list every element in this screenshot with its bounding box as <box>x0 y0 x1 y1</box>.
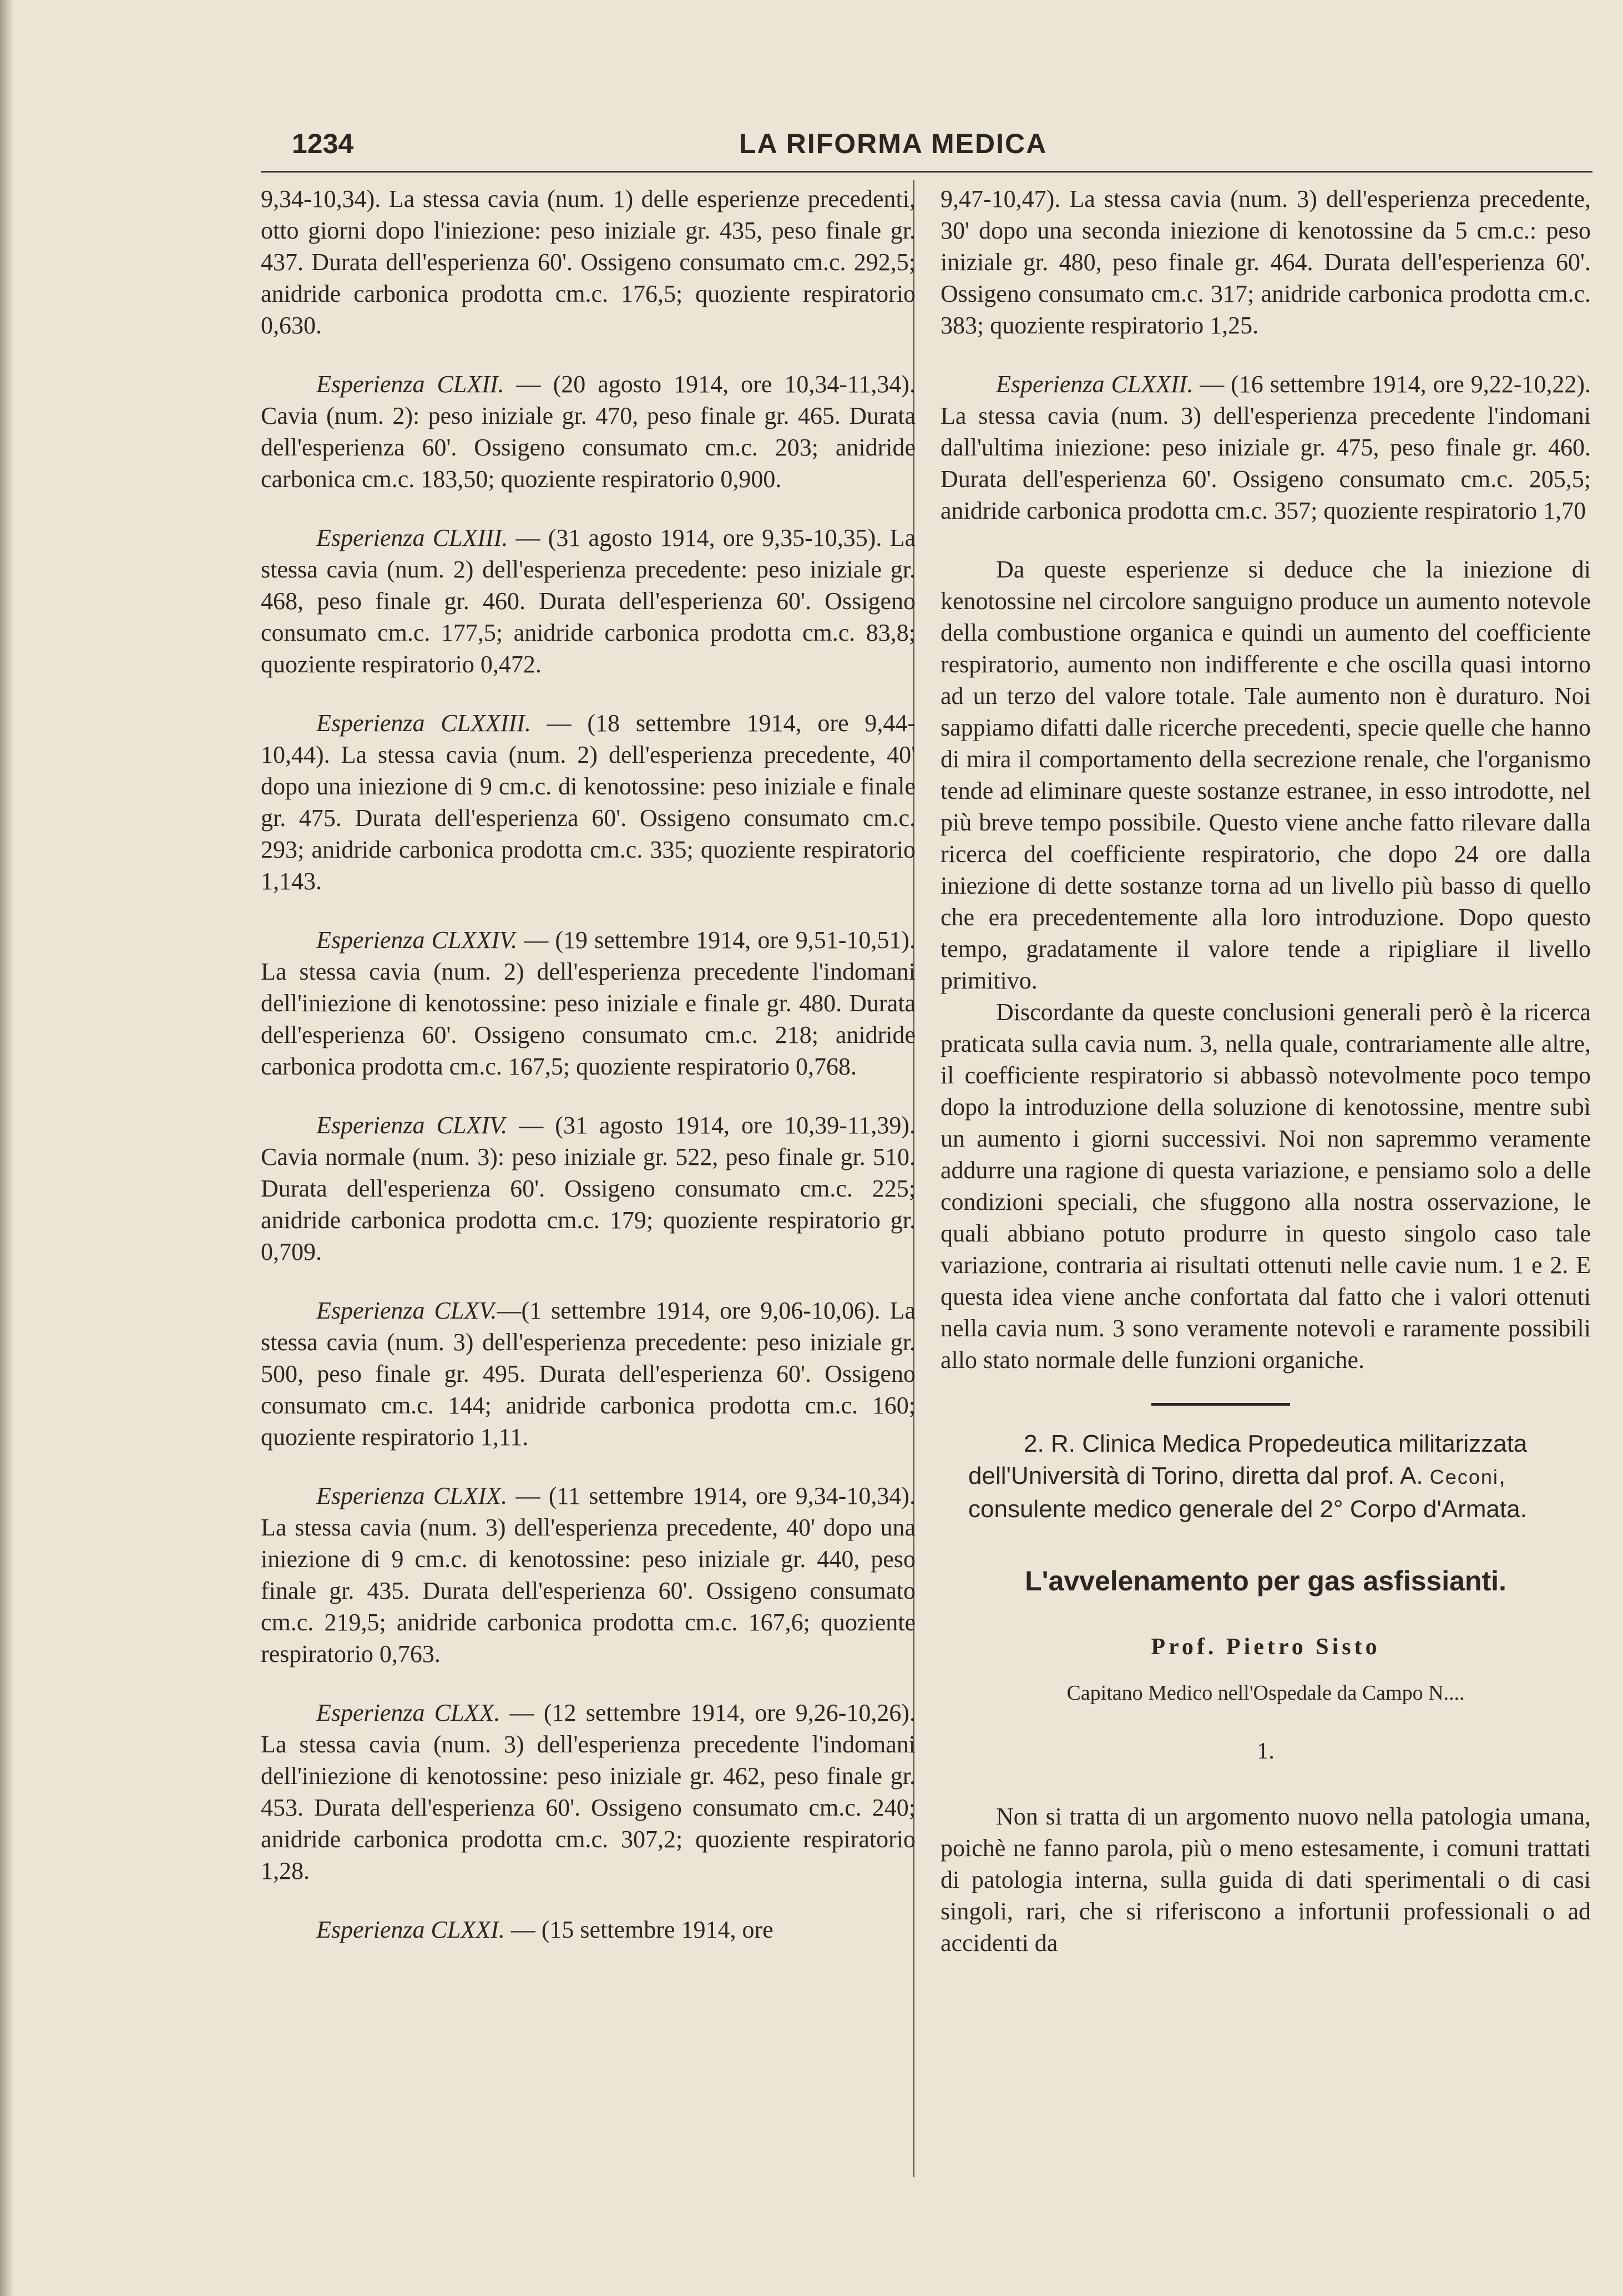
experiment-paragraph: Esperienza CLXIII. — (31 agosto 1914, ore 9,35-10,35). La stessa cavia (num. 2) dell'esperienza precedente: peso iniziale gr. 468, peso finale gr. 460. Durata dell'esperienza 60'. Ossigeno consumato cm.c. 177,5; anidride carbonica prodotta cm.c. 83,8; quoziente respiratorio 0,472. <box>261 524 916 678</box>
book-spine-edge <box>0 0 14 2296</box>
experiment-paragraph: Esperienza CLXIX. — (11 settembre 1914, ore 9,34-10,34). La stessa cavia (num. 3) dell'esperienza precedente, 40' dopo una iniezione di 9 cm.c. di kenotossine: peso iniziale gr. 440, peso finale gr. 435. Durata dell'esperienza 60'. Ossigeno consumato cm.c. 219,5; anidride carbonica prodotta cm.c. 167,6; quoziente respiratorio 0,763. <box>261 1482 916 1667</box>
experiment-paragraph: Esperienza CLXIV. — (31 agosto 1914, ore 10,39-11,39). Cavia normale (num. 3): peso iniziale gr. 522, peso finale gr. 510. Durata dell'esperienza 60'. Ossigeno consumato cm.c. 225; anidride carbonica prodotta cm.c. 179; quoziente respiratorio gr. 0,709. <box>261 1112 916 1265</box>
experiment-paragraph: Esperienza CLXII. — (20 agosto 1914, ore 10,34-11,34). Cavia (num. 2): peso iniziale gr. 470, peso finale gr. 465. Durata dell'esperienza 60'. Ossigeno consumato cm.c. 203; anidride carbonica cm.c. 183,50; quoziente respiratorio 0,900. <box>261 371 916 493</box>
page-header <box>261 123 1592 168</box>
author-role: Capitano Medico nell'Ospedale da Campo N.... <box>1066 1681 1465 1705</box>
experiment-paragraph: 9,47-10,47). La stessa cavia (num. 3) dell'esperienza precedente, 30' dopo una seconda iniezione di kenotossine da 5 cm.c.: peso iniziale gr. 480, peso finale gr. 464. Durata dell'esperienza 60'. Ossigeno consumato cm.c. 317; anidride carbonica prodotta cm.c. 383; quoziente respiratorio 1,25. <box>941 185 1591 339</box>
experiment-paragraph: Esperienza CLXX. — (12 settembre 1914, ore 9,26-10,26). La stessa cavia (num. 3) dell'esperienza precedente l'indomani dell'iniezione di kenotossine: peso iniziale gr. 462, peso finale gr. 453. Durata dell'esperienza 60'. Ossigeno consumato cm.c. 240; anidride carbonica prodotta cm.c. 307,2; quoziente respiratorio 1,28. <box>261 1699 916 1884</box>
right-column <box>941 183 1591 1986</box>
author-name: Prof. Pietro Sisto <box>1151 1634 1381 1660</box>
article-title: L'avvelenamento per gas asfissianti. <box>1025 1565 1506 1596</box>
experiment-paragraph: Esperienza CLXXI. — (15 settembre 1914, ore <box>316 1916 773 1943</box>
conclusion-paragraph: Da queste esperienze si deduce che la iniezione di kenotossine nel circolore sanguigno produce un aumento notevole della combustione organica e quindi un aumento del coefficiente respiratorio, aumento non indifferente e che oscilla quasi intorno ad un terzo del valore totale. Tale aumento non è duraturo. Noi sappiamo difatti dalle ricerche precedenti, specie quelle che hanno di mira il comportamento della secrezione renale, che l'organismo tende ad eliminare queste sostanze estranee, in esso introdotte, nel più breve tempo possibile. Questo viene anche fatto rilevare dalla ricerca del coefficiente respiratorio, che dopo 24 ore dalla iniezione di dette sostanze torna ad un livello più basso di quello che era precedentemente alla loro introduzione. Dopo questo tempo, gradatamente il valore tende a ripigliare il livello primitivo. <box>941 556 1591 994</box>
experiment-paragraph: Esperienza CLXV.—(1 settembre 1914, ore 9,06-10,06). La stessa cavia (num. 3) dell'esperienza precedente: peso iniziale gr. 500, peso finale gr. 495. Durata dell'esperienza 60'. Ossigeno consumato cm.c. 144; anidride carbonica prodotta cm.c. 160; quoziente respiratorio 1,11. <box>261 1297 916 1451</box>
experiment-paragraph: Esperienza CLXXIII. — (18 settembre 1914, ore 9,44-10,44). La stessa cavia (num. 2) dell'esperienza precedente, 40' dopo una iniezione di 9 cm.c. di kenotossine: peso iniziale e finale gr. 475. Durata dell'esperienza 60'. Ossigeno consumato cm.c. 293; anidride carbonica prodotta cm.c. 335; quoziente respiratorio 1,143. <box>261 709 916 895</box>
section-number: 1. <box>1257 1739 1275 1764</box>
conclusion-paragraph: Discordante da queste conclusioni generali però è la ricerca praticata sulla cavia num. 3, nella quale, contrariamente alle altre, il coefficiente respiratorio si abbassò notevolmente poco tempo dopo la introduzione della soluzione di kenotossine, mentre subì un aumento i giorni successivi. Noi non sapremmo veramente addurre una ragione di questa variazione, e pensiamo solo a delle condizioni speciali, che sfuggono alla nostra osservazione, le quali abbiano potuto produrre in questo singolo caso tale variazione, contraria ai risultati ottenuti nelle cavie num. 1 e 2. E questa idea viene anche confortata dal fatto che i valori ottenuti nella cavia num. 3 sono veramente notevoli e raramente possibili allo stato normale delle funzioni organiche. <box>941 999 1591 1373</box>
header-rule <box>261 171 1592 173</box>
left-column <box>261 183 916 1973</box>
page-number: 1234 <box>292 128 354 159</box>
article-body: Non si tratta di un argomento nuovo nella patologia umana, poichè ne fanno parola, più o meno estesamente, i comuni trattati di patologia interna, sulla guida di dati sperimentali o di casi singoli, rari, che si riferiscono a infortunii professionali o ad accidenti da <box>941 1803 1591 1957</box>
journal-title: LA RIFORMA MEDICA <box>739 128 1048 159</box>
experiment-paragraph: Esperienza CLXXII. — (16 settembre 1914, ore 9,22-10,22). La stessa cavia (num. 3) dell'esperienza precedente l'indomani dall'ultima iniezione: peso iniziale gr. 475, peso finale gr. 460. Durata dell'esperienza 60'. Ossigeno consumato cm.c. 205,5; anidride carbonica prodotta cm.c. 357; quoziente respiratorio 1,70 <box>941 371 1591 524</box>
experiment-paragraph: Esperienza CLXXIV. — (19 settembre 1914, ore 9,51-10,51). La stessa cavia (num. 2) dell'esperienza precedente l'indomani dell'iniezione di kenotossine: peso iniziale e finale gr. 480. Durata dell'esperienza 60'. Ossigeno consumato cm.c. 218; anidride carbonica prodotta cm.c. 167,5; quoziente respiratorio 0,768. <box>261 926 916 1080</box>
affiliation-note: 2. R. Clinica Medica Propedeutica militarizzata dell'Università di Torino, diretta dal prof. A. Ceconi, consulente medico generale del 2° Corpo d'Armata. <box>968 1430 1528 1523</box>
experiment-paragraph: 9,34-10,34). La stessa cavia (num. 1) delle esperienze precedenti, otto giorni dopo l'iniezione: peso iniziale gr. 435, peso finale gr. 437. Durata dell'esperienza 60'. Ossigeno consumato cm.c. 292,5; anidride carbonica prodotta cm.c. 176,5; quoziente respiratorio 0,630. <box>261 185 916 339</box>
section-separator <box>1151 1403 1290 1406</box>
